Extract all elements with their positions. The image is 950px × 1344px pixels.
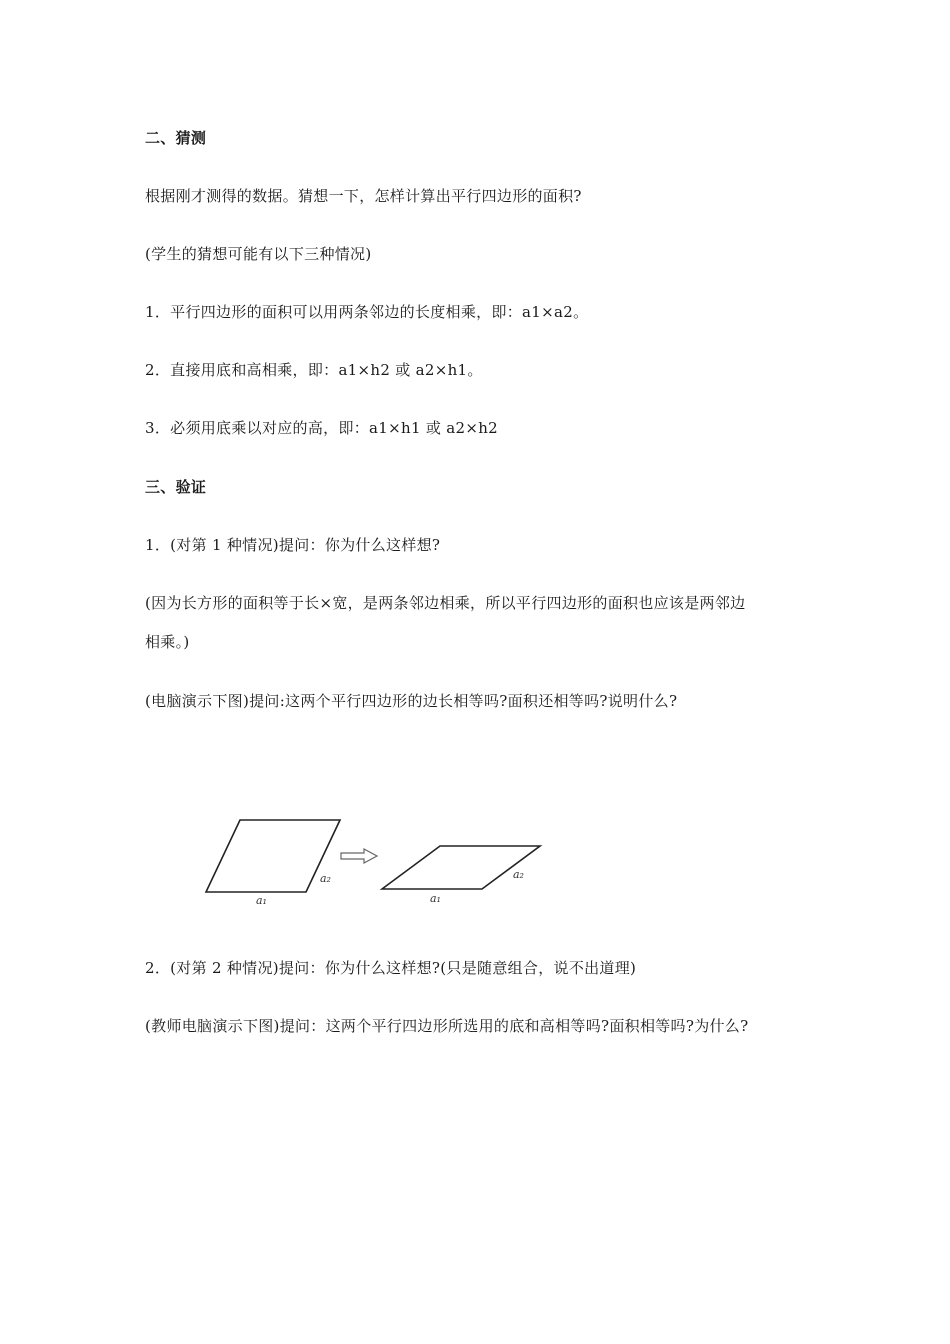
right-side-label: a₂ — [513, 868, 524, 881]
guess-item-2: 2．直接用底和高相乘，即：a1×h2 或 a2×h1。 — [145, 361, 483, 379]
right-base-label: a₁ — [430, 892, 441, 905]
transform-arrow-icon — [341, 849, 377, 863]
left-side-label: a₂ — [320, 872, 331, 885]
verify-answer-1-line-2: 相乘。) — [145, 633, 190, 651]
parallelogram-diagram — [200, 812, 560, 912]
verify-question-2: 2．(对第 2 种情况)提问：你为什么这样想?(只是随意组合，说不出道理) — [145, 959, 637, 977]
guess-item-3: 3．必须用底乘以对应的高，即：a1×h1 或 a2×h2 — [145, 419, 498, 437]
section-heading-verify: 三、验证 — [145, 478, 207, 496]
guess-note-text: (学生的猜想可能有以下三种情况) — [145, 245, 372, 263]
verify-answer-1-line-1: (因为长方形的面积等于长×宽，是两条邻边相乘，所以平行四边形的面积也应该是两邻边 — [145, 594, 746, 612]
left-base-label: a₁ — [256, 894, 267, 907]
parallelogram-figure — [200, 812, 560, 916]
guess-intro-text: 根据刚才测得的数据。猜想一下，怎样计算出平行四边形的面积? — [145, 187, 582, 205]
guess-item-1: 1．平行四边形的面积可以用两条邻边的长度相乘，即：a1×a2。 — [145, 303, 589, 321]
verify-demo-2: (教师电脑演示下图)提问：这两个平行四边形所选用的底和高相等吗?面积相等吗?为什么? — [145, 1017, 749, 1035]
verify-question-1: 1．(对第 1 种情况)提问：你为什么这样想? — [145, 536, 441, 554]
section-heading-guess: 二、猜测 — [145, 129, 207, 147]
verify-demo-1: (电脑演示下图)提问:这两个平行四边形的边长相等吗?面积还相等吗?说明什么? — [145, 692, 678, 710]
